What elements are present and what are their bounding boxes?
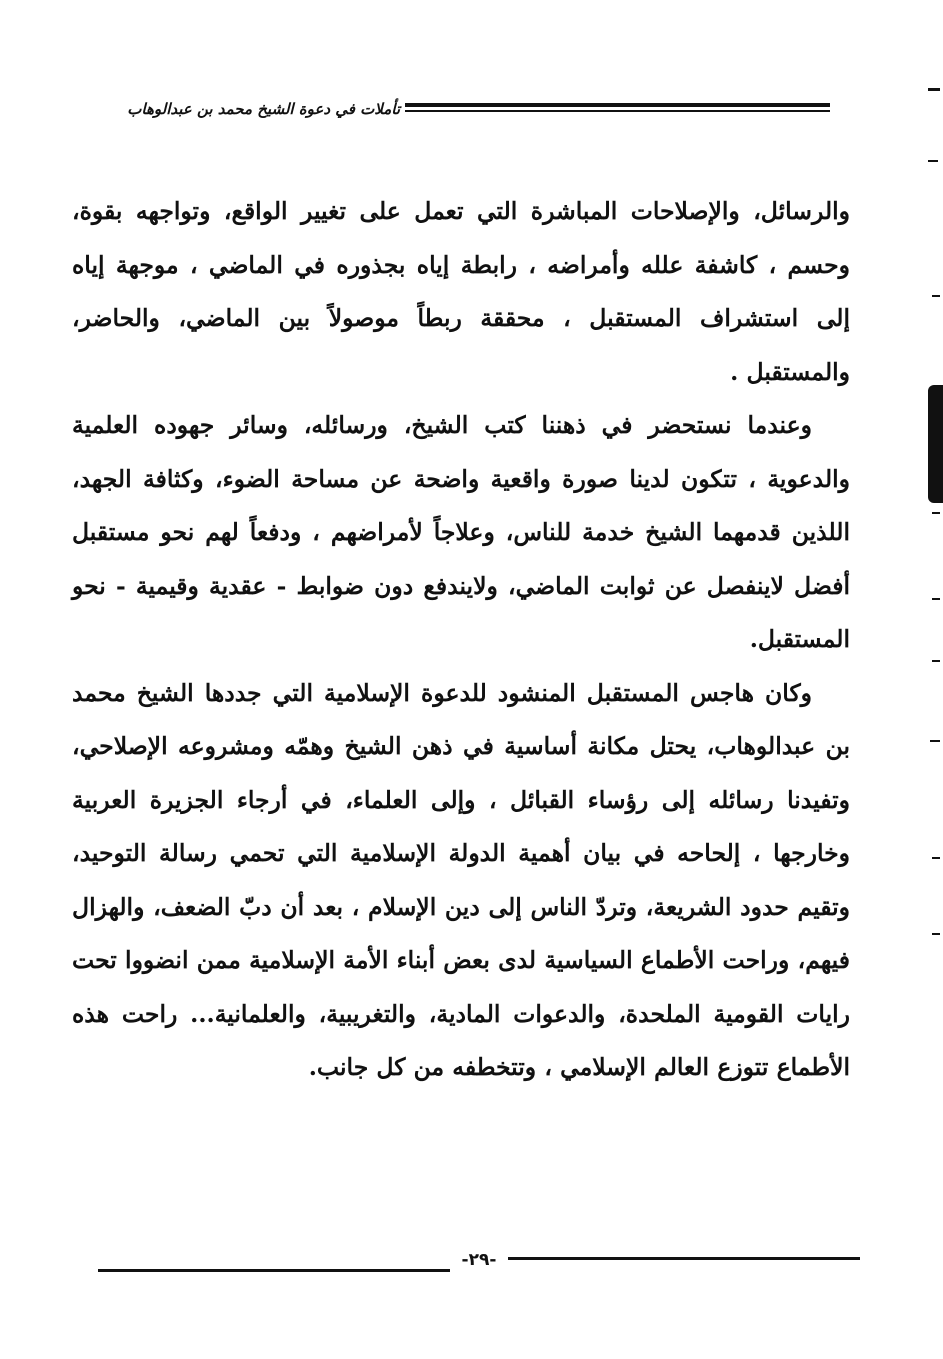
body-text [72, 185, 850, 1095]
scan-edge-mark [932, 857, 940, 859]
header-rule-thick [405, 103, 830, 107]
scan-edge-mark [932, 933, 940, 935]
scan-edge-mark [932, 660, 940, 662]
paragraph-1: والرسائل، والإصلاحات المباشرة التي تعمل على تغيير الواقع، وتواجهه بقوة، وحسم ، كاشفة علله وأمراضه ، رابطة إياه بجذوره في الماضي ، موجهة إياه إلى استشراف المستقبل ، محققة ربطاً موصولاً بين الماضي، والحاضر، والمستقبل . [72, 197, 850, 386]
header-rule-thin [405, 110, 830, 112]
footer-rule-right [508, 1257, 860, 1260]
paragraph-2: وعندما نستحضر في ذهننا كتب الشيخ، ورسائله، وسائر جهوده العلمية والدعوية ، تتكون لدينا صورة واقعية واضحة عن مساحة الضوء، وكثافة الجهد، اللذين قدمهما الشيخ خدمة للناس، وعلاجاً لأمراضهم ، ودفعاً لهم نحو مستقبل أفضل لاينفصل عن ثوابت الماضي، ولايندفع دون ضوابط - عقدية وقيمية - نحو المستقبل. [72, 411, 850, 653]
scan-edge-mark [932, 512, 940, 514]
paragraph-3: وكان هاجس المستقبل المنشود للدعوة الإسلامية التي جددها الشيخ محمد بن عبدالوهاب، يحتل مكانة أساسية في ذهن الشيخ وهمّه ومشروعه الإصلاحي، وتفيدنا رسائله إلى رؤساء القبائل ، وإلى العلماء، في أرجاء الجزيرة العربية وخارجها ، إلحاحه في بيان أهمية الدولة الإسلامية التي تحمي رسالة التوحيد، وتقيم حدود الشريعة، وتردّ الناس إلى دين الإسلام ، بعد أن دبّ الضعف، والهزال فيهم، وراحت الأطماع السياسية لدى بعض أبناء الأمة الإسلامية ممن انضووا تحت رايات القومية الملحدة، والدعوات المادية، والتغريبية، والعلمانية... راحت هذه الأطماع تتوزع العالم الإسلامي ، وتتخطفه من كل جانب. [72, 678, 850, 1081]
scan-edge-mark [928, 160, 938, 162]
running-header [70, 98, 830, 128]
scan-edge-mark [928, 88, 940, 91]
scan-edge-mark [932, 295, 940, 297]
scan-binding-shadow [928, 385, 943, 503]
scan-edge-mark [932, 598, 940, 600]
footer-rule-left [98, 1269, 450, 1272]
page-number: -٢٩- [461, 1250, 497, 1270]
page-footer [98, 1252, 860, 1272]
running-header-title: تأملات في دعوة الشيخ محمد بن عبدالوهاب [127, 100, 400, 118]
scan-edge-mark [930, 740, 940, 742]
